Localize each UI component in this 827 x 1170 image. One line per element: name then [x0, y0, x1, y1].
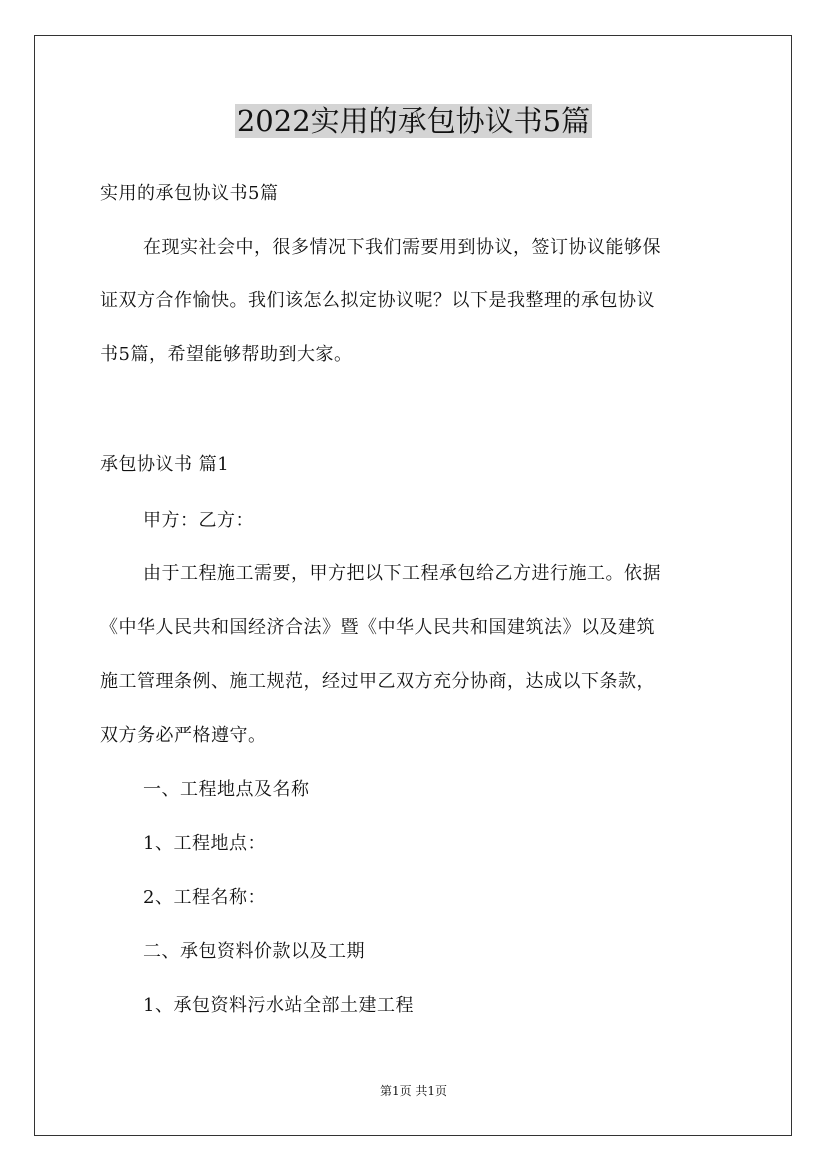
clause-line-4: 二、承包资料价款以及工期	[143, 941, 365, 962]
parties-line: 甲方：乙方：	[143, 510, 254, 531]
clause-line-3: 2、工程名称：	[143, 887, 266, 908]
body-line-4: 双方务必严格遵守。	[100, 725, 267, 746]
intro-line-1: 在现实社会中，很多情况下我们需要用到协议，签订协议能够保	[143, 237, 661, 258]
section-heading: 承包协议书 篇1	[100, 454, 230, 475]
intro-line-2: 证双方合作愉快。我们该怎么拟定协议呢？以下是我整理的承包协议	[100, 290, 655, 311]
body-line-3: 施工管理条例、施工规范，经过甲乙双方充分协商，达成以下条款，	[100, 671, 655, 692]
subtitle: 实用的承包协议书5篇	[100, 183, 279, 204]
clause-line-1: 一、工程地点及名称	[143, 779, 310, 800]
body-line-1: 由于工程施工需要，甲方把以下工程承包给乙方进行施工。依据	[143, 563, 661, 584]
body-line-2: 《中华人民共和国经济合法》暨《中华人民共和国建筑法》以及建筑	[100, 617, 655, 638]
document-title-text: 2022实用的承包协议书5篇	[236, 104, 591, 138]
clause-line-2: 1、工程地点：	[143, 833, 266, 854]
page-footer: 第1页 共1页	[379, 1084, 448, 1098]
document-title	[0, 100, 827, 142]
intro-line-3: 书5篇，希望能够帮助到大家。	[100, 344, 353, 365]
clause-line-5: 1、承包资料污水站全部土建工程	[143, 995, 414, 1016]
